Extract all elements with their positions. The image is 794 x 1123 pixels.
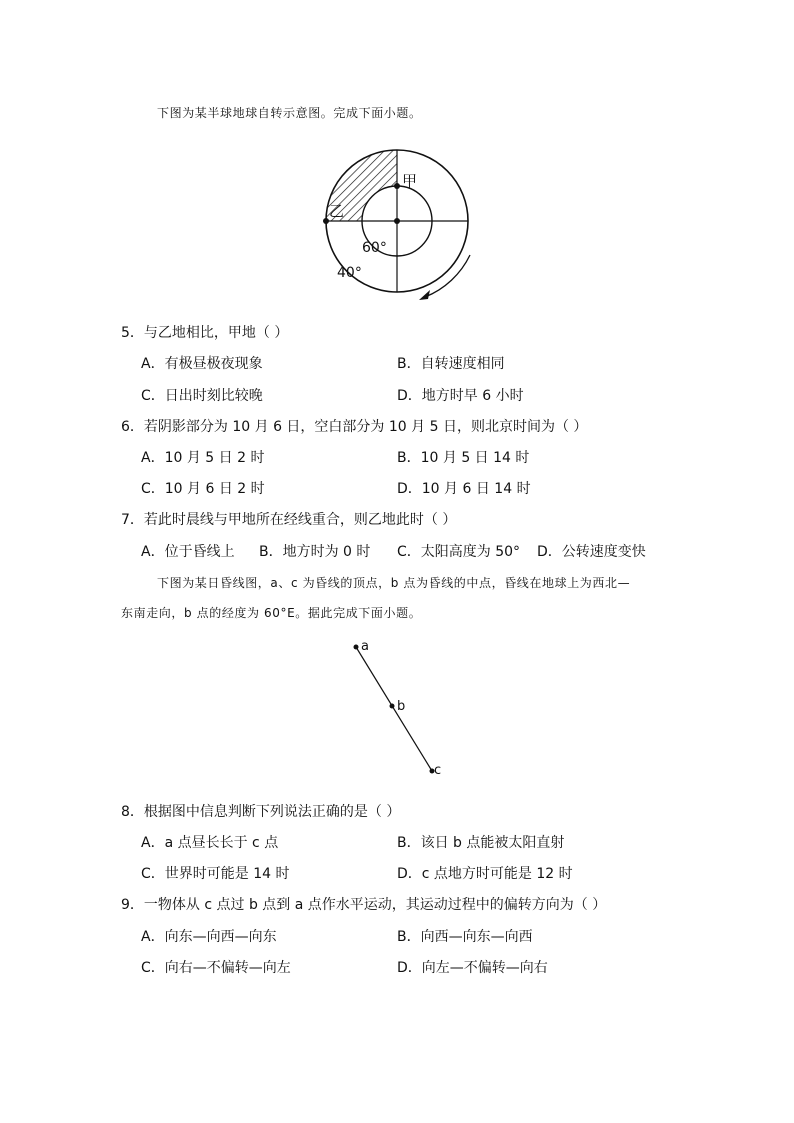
intro-text-1: 下图为某半球地球自转示意图。完成下面小题。 xyxy=(157,106,422,120)
question-7-stem: 7．若此时晨线与甲地所在经线重合，则乙地此时（ ） xyxy=(121,512,457,528)
q8-option-a[interactable]: A．a 点昼长长于 c 点 xyxy=(141,835,279,851)
intro-text-2-line-2: 东南走向，b 点的经度为 60°E。据此完成下面小题。 xyxy=(121,606,422,620)
q6-option-a[interactable]: A．10 月 5 日 2 时 xyxy=(141,450,265,466)
q5-option-d[interactable]: D．地方时早 6 小时 xyxy=(397,388,524,404)
q6-option-d[interactable]: D．10 月 6 日 14 时 xyxy=(397,481,531,497)
q7-option-c[interactable]: C．太阳高度为 50° xyxy=(397,544,521,560)
point-jia xyxy=(394,183,400,189)
q5-option-c[interactable]: C．日出时刻比较晚 xyxy=(141,388,263,404)
label-40: 40° xyxy=(337,265,362,281)
hemisphere-rotation-figure xyxy=(300,140,500,310)
label-a: a xyxy=(361,639,369,654)
point-b xyxy=(390,704,395,709)
label-b: b xyxy=(397,699,406,714)
q6-option-c[interactable]: C．10 月 6 日 2 时 xyxy=(141,481,265,497)
question-5-stem: 5．与乙地相比，甲地（ ） xyxy=(121,325,289,341)
intro-text-2-line-1: 下图为某日昏线图，a、c 为昏线的顶点，b 点为昏线的中点，昏线在地球上为西北— xyxy=(157,576,631,590)
question-9-stem: 9．一物体从 c 点过 b 点到 a 点作水平运动，其运动过程中的偏转方向为（ ） xyxy=(121,897,607,913)
label-yi: 乙 xyxy=(329,202,345,220)
question-6-stem: 6．若阴影部分为 10 月 6 日，空白部分为 10 月 5 日，则北京时间为（ ） xyxy=(121,419,588,435)
q8-option-d[interactable]: D．c 点地方时可能是 12 时 xyxy=(397,866,573,882)
question-8-stem: 8．根据图中信息判断下列说法正确的是（ ） xyxy=(121,804,401,820)
dusk-line xyxy=(356,647,432,771)
rotation-arrow xyxy=(425,255,470,297)
q9-option-a[interactable]: A．向东—向西—向东 xyxy=(141,929,277,945)
q6-option-b[interactable]: B．10 月 5 日 14 时 xyxy=(397,450,530,466)
label-jia: 甲 xyxy=(402,172,418,190)
label-c: c xyxy=(434,763,442,778)
q9-option-c[interactable]: C．向右—不偏转—向左 xyxy=(141,960,291,976)
point-a xyxy=(354,645,359,650)
dusk-line-figure xyxy=(340,636,450,781)
q7-option-d[interactable]: D．公转速度变快 xyxy=(537,544,646,560)
q8-option-b[interactable]: B．该日 b 点能被太阳直射 xyxy=(397,835,565,851)
q8-option-c[interactable]: C．世界时可能是 14 时 xyxy=(141,866,290,882)
arrow-head-icon xyxy=(419,290,430,300)
q9-option-d[interactable]: D．向左—不偏转—向右 xyxy=(397,960,548,976)
q5-option-a[interactable]: A．有极昼极夜现象 xyxy=(141,356,263,372)
q7-option-b[interactable]: B．地方时为 0 时 xyxy=(259,544,371,560)
q5-option-b[interactable]: B．自转速度相同 xyxy=(397,356,505,372)
center-point xyxy=(394,218,400,224)
q9-option-b[interactable]: B．向西—向东—向西 xyxy=(397,929,533,945)
label-60: 60° xyxy=(362,240,387,256)
q7-option-a[interactable]: A．位于昏线上 xyxy=(141,544,235,560)
